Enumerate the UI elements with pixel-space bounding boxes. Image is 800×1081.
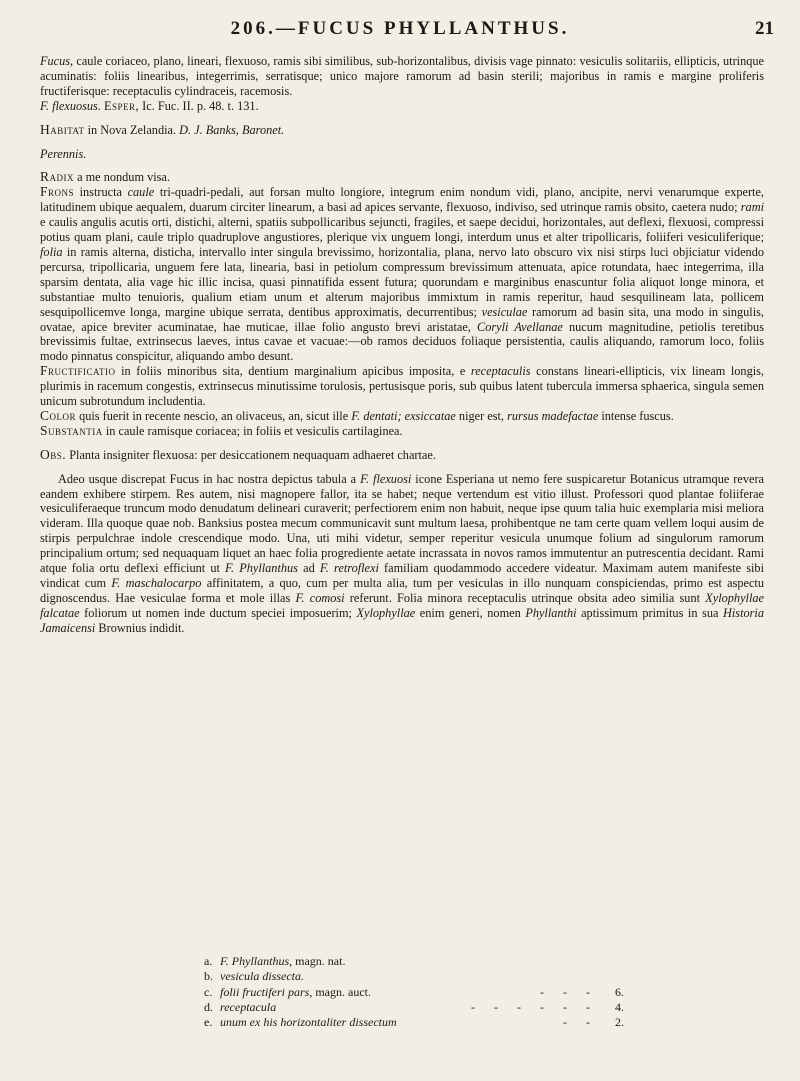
text-body <box>40 54 764 636</box>
legend-row: d. receptacula - - - - - - 4. <box>204 999 624 1014</box>
page-title: 206.—FUCUS PHYLLANTHUS. <box>230 18 570 39</box>
legend-row: e. unum ex his horizontaliter dissectum - - 2. <box>204 1015 624 1030</box>
obs-label: Obs. <box>40 446 67 462</box>
substantia-paragraph: Substantia in caule ramisque coriacea; in foliis et vesiculis cartilaginea. <box>40 422 403 438</box>
color-label: Color <box>40 407 77 423</box>
page-number: 21 <box>755 18 774 39</box>
habitat-collector: D. J. Banks, Baronet. <box>179 122 285 137</box>
obs-paragraph: Obs. Planta insigniter flexuosa: per desiccationem nequaquam adhaeret chartae. <box>40 446 436 462</box>
color-paragraph: Color quis fuerit in recente nescio, an olivaceus, an, sicut ille F. dentati; exsiccatae niger est, rursus madefactae intense fuscus. <box>40 407 674 423</box>
synonym-reference: Ic. Fuc. II. p. 48. t. 131. <box>139 98 259 113</box>
frons-label: Frons <box>40 184 75 200</box>
radix-text: a me nondum visa. <box>74 170 170 185</box>
plate-legend <box>204 954 644 1030</box>
running-header <box>0 16 800 42</box>
legend-row: c. folii fructiferi pars, magn. auct. - - - 6. <box>204 984 624 999</box>
habitat-label: Habitat <box>40 121 85 137</box>
duration-text: Perennis. <box>40 146 87 161</box>
discussion-paragraph: Adeo usque discrepat Fucus in hac nostra depictus tabula a F. flexuosi icone Esperiana ut nemo fere suspicaretur Botanicus utramque revera eandem exhibere stirpem. Res autem, nisi magnopere fallor, ita se habet; neque vertendum est vitio illust. Professori quod plantae foliiferae vesiculiferaeque truncum modo denudatum delineari curaverit; perfectiorem enim non habuit, neque ipse quum talia huic exemplaria misi meliora videram. Illa quoque quae nob. Banksius postea mecum communicavit sunt multum laesa, prohibentque ne tam certe quam vellem loqui ausim de stirpis perpulchrae indole crescendique modo. Una, uti mihi videtur, semper reperitur vesicula unumque folium ad singulorum ramorum principalium ortum; sed nequaquam liquet an haec folia progrediente aetate incrassata in novos ramos immutentur an putrescentia decidant. Rami atque folia ortu deflexi efficiunt ut F. Phyllanthus ad F. retroflexi familiam quodammodo accedere videatur. Maximam autem manifeste sibi vindicat cum F. maschalocarpo affinitatem, a quo, cum per multa alia, tum per vesiculas in illo nunquam conspiciendas, primo est aspectu dignoscendus. Hae vesiculae forma et mole illas F. comosi referunt. Folia minora receptaculis utrinque obsita adeo similia sunt Xylophyllae falcatae foliorum ut nomen inde ductum speciei imposuerim; Xylophyllae enim generi, nomen Phyllanthi aptissimum primitus in sua Historia Jamaicensi Brownius indidit. <box>40 471 765 635</box>
synonym-author: Esper, <box>104 98 140 113</box>
substantia-label: Substantia <box>40 422 103 438</box>
fructificatio-paragraph: Fructificatio in foliis minoribus sita, dentium marginalium apicibus imposita, e receptaculis constans lineari-ellipticis, vix lineam longis, plurimis in racemum congestis, extrinsecus minutissime torulosis, pertusisque poris, sub quibus latent tubercula immersa sphaerica, singula semen unicum subrotundum includentia. <box>40 363 764 409</box>
diagnosis-text: caule coriaceo, plano, lineari, flexuoso, ramis sibi similibus, sub-horizontalibus, divisis vage pinnato: vesiculis solitariis, ellipticis, utrinque acuminatis: foliis linearibus, integerrimis, serratisque; unico majore ramorum ad basin sterili; majoribus in ramis e margine proliferis fructiferisque: receptaculis cylindraceis, racemosis. <box>40 54 764 98</box>
species-name: Fucus, <box>40 54 74 68</box>
habitat-text: in Nova Zelandia. <box>84 122 180 137</box>
frons-paragraph: Frons instructa caule tri-quadri-pedali, aut forsan multo longiore, integrum enim nondum vidi, plano, ancipite, nervi venarumque experte, latitudinem ubique aequalem, duarum circiter linearum, a basi ad apices servante, flexuoso, indiviso, sed utrinque ramis obsito, caetera nudo; rami e caulis angulis acutis orti, distichi, alterni, spatiis subpollicaribus sejuncti, fragiles, et saepe decidui, horizontales, aut deflexi, flexuosi, compressi potius quam plani, caule triplo quadruplove angustiores, plerique vix unguem longi, interdum unus et alter tripollicaris, foliiferi vesiculiferique; folia in ramis alterna, disticha, intervallo inter singula brevissimo, horizontalia, plana, nervo lato obscuro vix nisi stirps luci objiciatur videndo percursa, tripollicaria, unguem fere lata, linearia, basi in petiolum compressum brevissimum attenuata, apice rotundata, haec integerrima, illa sparsim dentata, alia vage hic illic incisa, quasi pinnatifida essent futura; quorundam e marginibus enascuntur folia aliquot longe minora, et substantiae multo tenuioris, qualium etiam unum et alterum majoribus immixtum in ramis reperitur, haud sesquilineam lata, pollicem sesquipollicemve longa, margine ubique serrata, dentibus approximatis, decurrentibus; vesiculae ramorum ad basin sita, una modo in singulis, ovatae, apice breviter acuminatae, hae muticae, illae folio angusto brevi aristatae, Coryli Avellanae nucum magnitudine, petiolis teretibus brevissimis fultae, extrinsecus laeves, intus cavae et vacuae:—ob ramos deciduos foliaque persistentia, caulis aliquando, ramorum loco, foliis modo pinnatus conspicitur, aliquando ambo desunt. <box>40 184 765 364</box>
synonym-name: F. flexuosus. <box>40 98 101 113</box>
habitat-paragraph <box>40 123 764 138</box>
duration-line <box>40 147 764 162</box>
legend-row: a. F. Phyllanthus, magn. nat. <box>204 954 346 968</box>
legend-row: b. vesicula dissecta. <box>204 969 304 984</box>
fructificatio-label: Fructificatio <box>40 363 116 379</box>
diagnosis-paragraph <box>40 54 764 99</box>
radix-paragraph <box>40 170 764 185</box>
radix-label: Radix <box>40 169 74 185</box>
synonym-line <box>40 99 764 114</box>
